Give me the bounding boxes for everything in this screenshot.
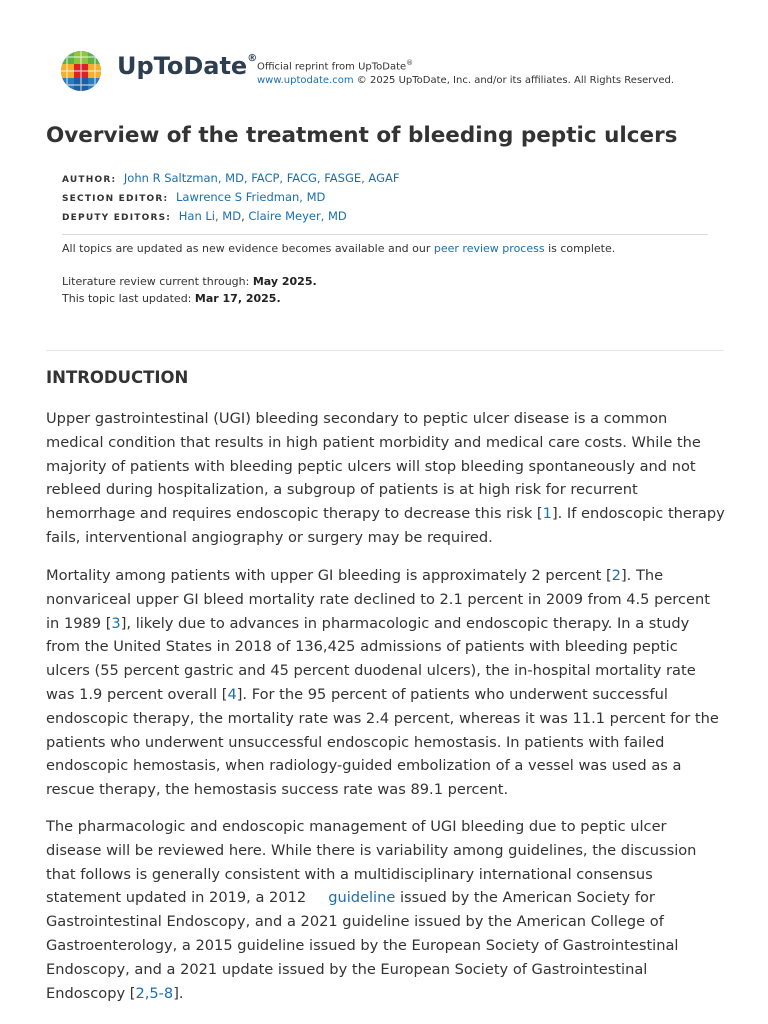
peer-review-link[interactable]: peer review process xyxy=(433,242,545,255)
guideline-link[interactable]: guideline xyxy=(328,889,396,907)
brand-name: UpToDate® xyxy=(117,52,258,80)
contributors: AUTHOR: John R Saltzman, MD, FACP, FACG, FASGE, AGAF SECTION EDITOR: Lawrence S Friedman, MD DEPUTY EDITORS: Han Li, MD, Claire Meyer, MD xyxy=(62,171,400,223)
uptodate-link[interactable]: www.uptodate.com xyxy=(257,75,354,87)
section-heading-introduction: INTRODUCTION xyxy=(46,368,189,387)
section-editor-link[interactable]: Lawrence S Friedman, MD xyxy=(175,190,326,204)
reference-link[interactable]: 2 xyxy=(611,567,621,584)
reference-link[interactable]: 1 xyxy=(542,505,552,523)
deputy-editors-label: DEPUTY EDITORS: xyxy=(62,213,172,223)
paragraph: Mortality among patients with upper GI bleeding is approximately 2 percent [2]. The nonvariceal upper GI bleed mortality rate declined to 2.1 percent in 2009 from 4.5 percent in 1989 [3], likely due to advances in pharmacologic and endoscopic therapy. In a study from the United States in 2018 of 136,425 admissions of patients with bleeding peptic ulcers (55 percent gastric and 45 percent duodenal ulcers), the in-hospital mortality rate was 1.9 percent overall [4]. For the 95 percent of patients who underwent successful endoscopic therapy, the mortality rate was 2.4 percent, whereas it was 11.1 percent for the patients who underwent unsuccessful endoscopic hemostasis. In patients with failed endoscopic hemostasis, when radiology-guided embolization of a vessel was used as a rescue therapy, the hemostasis success rate was 89.1 percent. xyxy=(46,567,719,799)
reference-link[interactable]: 2,5-8 xyxy=(135,984,174,1002)
paragraph: The pharmacologic and endoscopic management of UGI bleeding due to peptic ulcer disease will be reviewed here. While there is variability among guidelines, the discussion that follows is generally consistent with a multidisciplinary international consensus statement updated in 2019, a 2012 guideline issued by the American Society for Gastrointestinal Endoscopy, and a 2021 guideline issued by the American College of Gastroenterology, a 2015 guideline issued by the European Society of Gastrointestinal Endoscopy, and a 2021 update issued by the European Society of Gastrointestinal Endoscopy [2,5-8]. xyxy=(46,818,697,1002)
article-title: Overview of the treatment of bleeding peptic ulcers xyxy=(46,123,678,148)
review-dates: Literature review current through: May 2025. This topic last updated: Mar 17, 2025. xyxy=(62,275,317,305)
reprint-notice: Official reprint from UpToDate® www.uptodate.com © 2025 UpToDate, Inc. and/or its affiliates. All Rights Reserved. xyxy=(257,59,675,87)
deputy-editor-link[interactable]: Han Li, MD xyxy=(178,209,242,223)
update-note: All topics are updated as new evidence becomes available and our peer review process is complete. xyxy=(62,242,616,255)
divider xyxy=(62,234,708,235)
section-editor-label: SECTION EDITOR: xyxy=(62,194,169,204)
reference-link[interactable]: 3 xyxy=(111,614,121,632)
deputy-editor-link[interactable]: Claire Meyer, MD xyxy=(248,209,347,223)
author-label: AUTHOR: xyxy=(62,175,117,185)
reference-link[interactable]: 4 xyxy=(227,685,237,703)
header xyxy=(60,46,710,92)
paragraph: Upper gastrointestinal (UGI) bleeding secondary to peptic ulcer disease is a common medical condition that results in high patient morbidity and medical care costs. While the majority of patients with bleeding peptic ulcers will stop bleeding spontaneously and not rebleed during hospitalization, a subgroup of patients is at high risk for recurrent hemorrhage and requires endoscopic therapy to decrease this risk [1]. If endoscopic therapy fails, interventional angiography or surgery may be required. xyxy=(46,410,725,546)
uptodate-logo-icon xyxy=(60,50,102,92)
author-link[interactable]: John R Saltzman, MD, FACP, FACG, FASGE, AGAF xyxy=(123,171,400,185)
divider xyxy=(46,350,724,351)
